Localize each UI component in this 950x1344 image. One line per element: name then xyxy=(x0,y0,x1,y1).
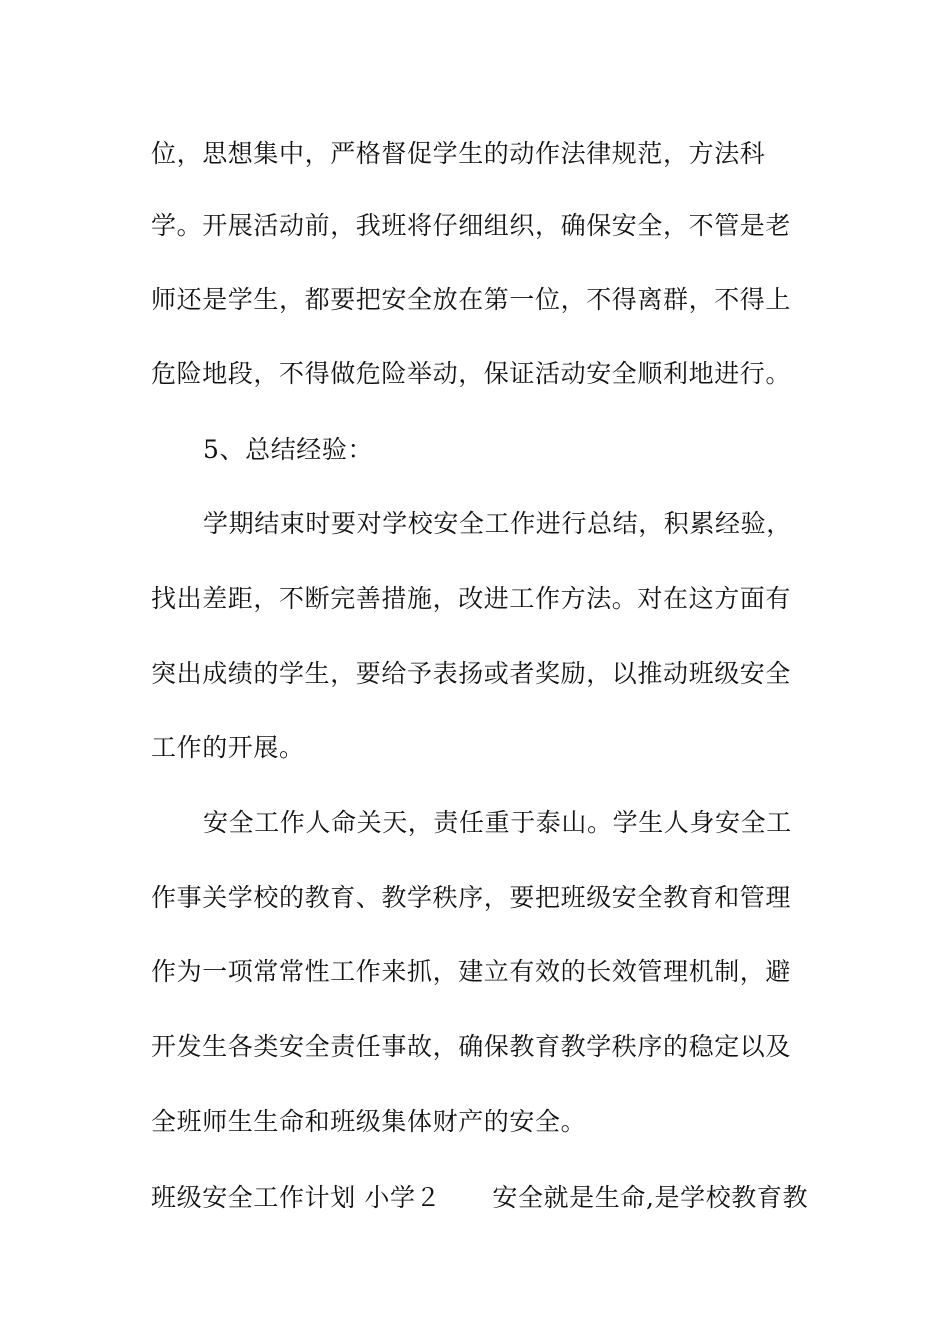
text-line: 找出差距，不断完善措施，改进工作方法。对在这方面有 xyxy=(151,584,792,613)
section-heading: 5、总结经验： xyxy=(203,435,374,464)
text-line: 工作的开展。 xyxy=(151,733,305,762)
text-line: 安全工作人命关天，责任重于泰山。学生人身安全工 xyxy=(203,808,792,837)
text-line: 学。开展活动前，我班将仔细组织，确保安全，不管是老 xyxy=(151,211,792,240)
text-line: 开发生各类安全责任事故，确保教育教学秩序的稳定以及 xyxy=(151,1032,792,1061)
text-line: 学期结束时要对学校安全工作进行总结，积累经验， xyxy=(203,509,792,538)
text-line: 作为一项常常性工作来抓，建立有效的长效管理机制，避 xyxy=(151,957,792,986)
text-line: 作事关学校的教育、教学秩序，要把班级安全教育和管理 xyxy=(151,883,792,912)
text-line: 师还是学生，都要把安全放在第一位，不得离群，不得上 xyxy=(151,285,792,314)
text-line: 位，思想集中，严格督促学生的动作法律规范，方法科 xyxy=(151,139,766,168)
text-line: 全班师生生命和班级集体财产的安全。 xyxy=(151,1107,587,1136)
text-line: 危险地段，不得做危险举动，保证活动安全顺利地进行。 xyxy=(151,359,792,388)
text-line: 突出成绩的学生，要给予表扬或者奖励，以推动班级安全 xyxy=(151,659,792,688)
document-title-line: 班级安全工作计划 小学２ 安全就是生命,是学校教育教 xyxy=(151,1183,809,1212)
